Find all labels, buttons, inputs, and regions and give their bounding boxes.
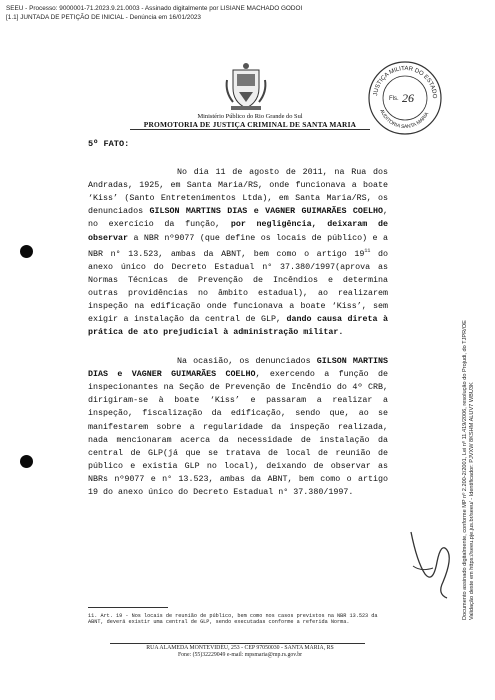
text-run: a NBR nº9077 (que define os locais de público) e a NBR n° 13.523, ambas da ABNT, bem como o artigo 19 <box>88 232 388 259</box>
digital-signature-sidebar <box>462 60 495 620</box>
institution-name: Ministério Público do Rio Grande do Sul <box>197 113 303 120</box>
institution-block <box>130 113 370 128</box>
handwritten-signature <box>403 522 458 602</box>
footer-phone: Fone: (55)32229049 e-mail: mpsmaria@mp.rs.gov.br <box>177 652 303 659</box>
stamp-page-number: 26 <box>402 91 414 105</box>
rio-grande-do-sul-coat-of-arms <box>223 62 269 112</box>
punch-hole-top <box>20 245 33 258</box>
stamp-bottom-text: AUDITORIA SANTA MARIA <box>378 108 431 131</box>
side-text-line2: Validação deste em https://seeu.pje.jus.br/seeu/ - Identificador: PJVXW 8KSHM ALUV7 WBU3K <box>468 382 475 620</box>
document-body <box>88 138 388 499</box>
bold-run: GILSON MARTINS DIAS e VAGNER GUIMARÃES COELHO <box>88 356 388 380</box>
institution-office: PROMOTORIA DE JUSTIÇA CRIMINAL DE SANTA MARIA <box>143 119 357 129</box>
text-run: do anexo único do Decreto Estadual n° 37.380/1997(aprova as Normas Técnicas de Prevenção de Incêndios e determina outras providências no âmbito estadual), ao realizarem inspeção na edificação onde funcionava a boate ‘Kiss’, sem exigir a instalação da central de GLP, <box>88 248 388 324</box>
footer-address: RUA ALAMEDA MONTEVIDÉU, 253 - CEP 97050030 - SANTA MARIA, RS <box>146 645 334 651</box>
text-run: Na ocasião, os denunciados <box>177 356 317 367</box>
footnote-divider <box>88 607 168 608</box>
text-run: , no exercício da função, <box>88 206 388 230</box>
seeu-header <box>6 5 302 22</box>
bold-run: por negligência, deixaram de observar <box>88 219 388 243</box>
punch-hole-bottom <box>20 455 33 468</box>
header-divider <box>130 129 370 130</box>
bold-run: GILSON MARTINS DIAS e VAGNER GUIMARÃES COELHO <box>149 206 383 217</box>
paragraph-1 <box>88 166 388 339</box>
court-stamp <box>365 58 445 138</box>
text-run: , exercendo a função de inspecionantes na Seção de Prevenção de Incêndio do 4º CRB, dirigiram-se à boate ‘Kiss’ e passaram a realizar a inspeção, fiscalização da edificação, sendo que, ao se manifestarem sobre a regularidade da inspeção realizada, nada mencionaram acerca da necessidade de instalação da central de GLP(já que se tratava de local de reunião de público e existia GLP no local), deixando de observar as NBRs nº9077 e n° 13.523, ambas da ABNT, bem como o artigo 19 do anexo único do Decreto Estadual n° 37.380/1997. <box>88 369 388 498</box>
page-footer <box>100 645 380 659</box>
seeu-header-line1: SEEU - Processo: 9000001-71.2023.9.21.0003 - Assinado digitalmente por LISIANE MACHADO GODOI <box>6 5 303 12</box>
fato-title: 5º FATO: <box>88 139 130 149</box>
stamp-fls-label: Fls. <box>389 96 399 102</box>
bold-run: dando causa direta à prática de ato prejudicial à administração militar. <box>88 313 388 337</box>
footnote: 11. Art. 19 - Nos locais de reunião de público, bem como nos casos previstos na NBR 13.523 da ABNT, deverá existir uma central de GLP, sendo executadas conforme a referida Norma. <box>88 613 378 625</box>
text-run: No dia 11 de agosto de 2011, na Rua dos Andradas, 1925, em Santa Maria/RS, onde funcionava a boate ‘Kiss’ (Santo Entretenimentos Ltda), em Santa Maria/RS, os denunciados <box>88 167 388 217</box>
side-text-line1: Documento assinado digitalmente, conforme MP nº 2.200-2/2001, Lei nº 11.419/2006, resolução do Projudi, do TJPR/OE <box>462 320 468 620</box>
stamp-ring-text: JUSTIÇA MILITAR DO ESTADO <box>373 65 438 99</box>
paragraph-2 <box>88 355 388 499</box>
footnote-ref: 11 <box>364 247 371 254</box>
footer-divider <box>110 643 365 644</box>
seeu-header-line2: [1.1] JUNTADA DE PETIÇÃO DE INICIAL - Denúncia em 16/01/2023 <box>6 13 201 21</box>
